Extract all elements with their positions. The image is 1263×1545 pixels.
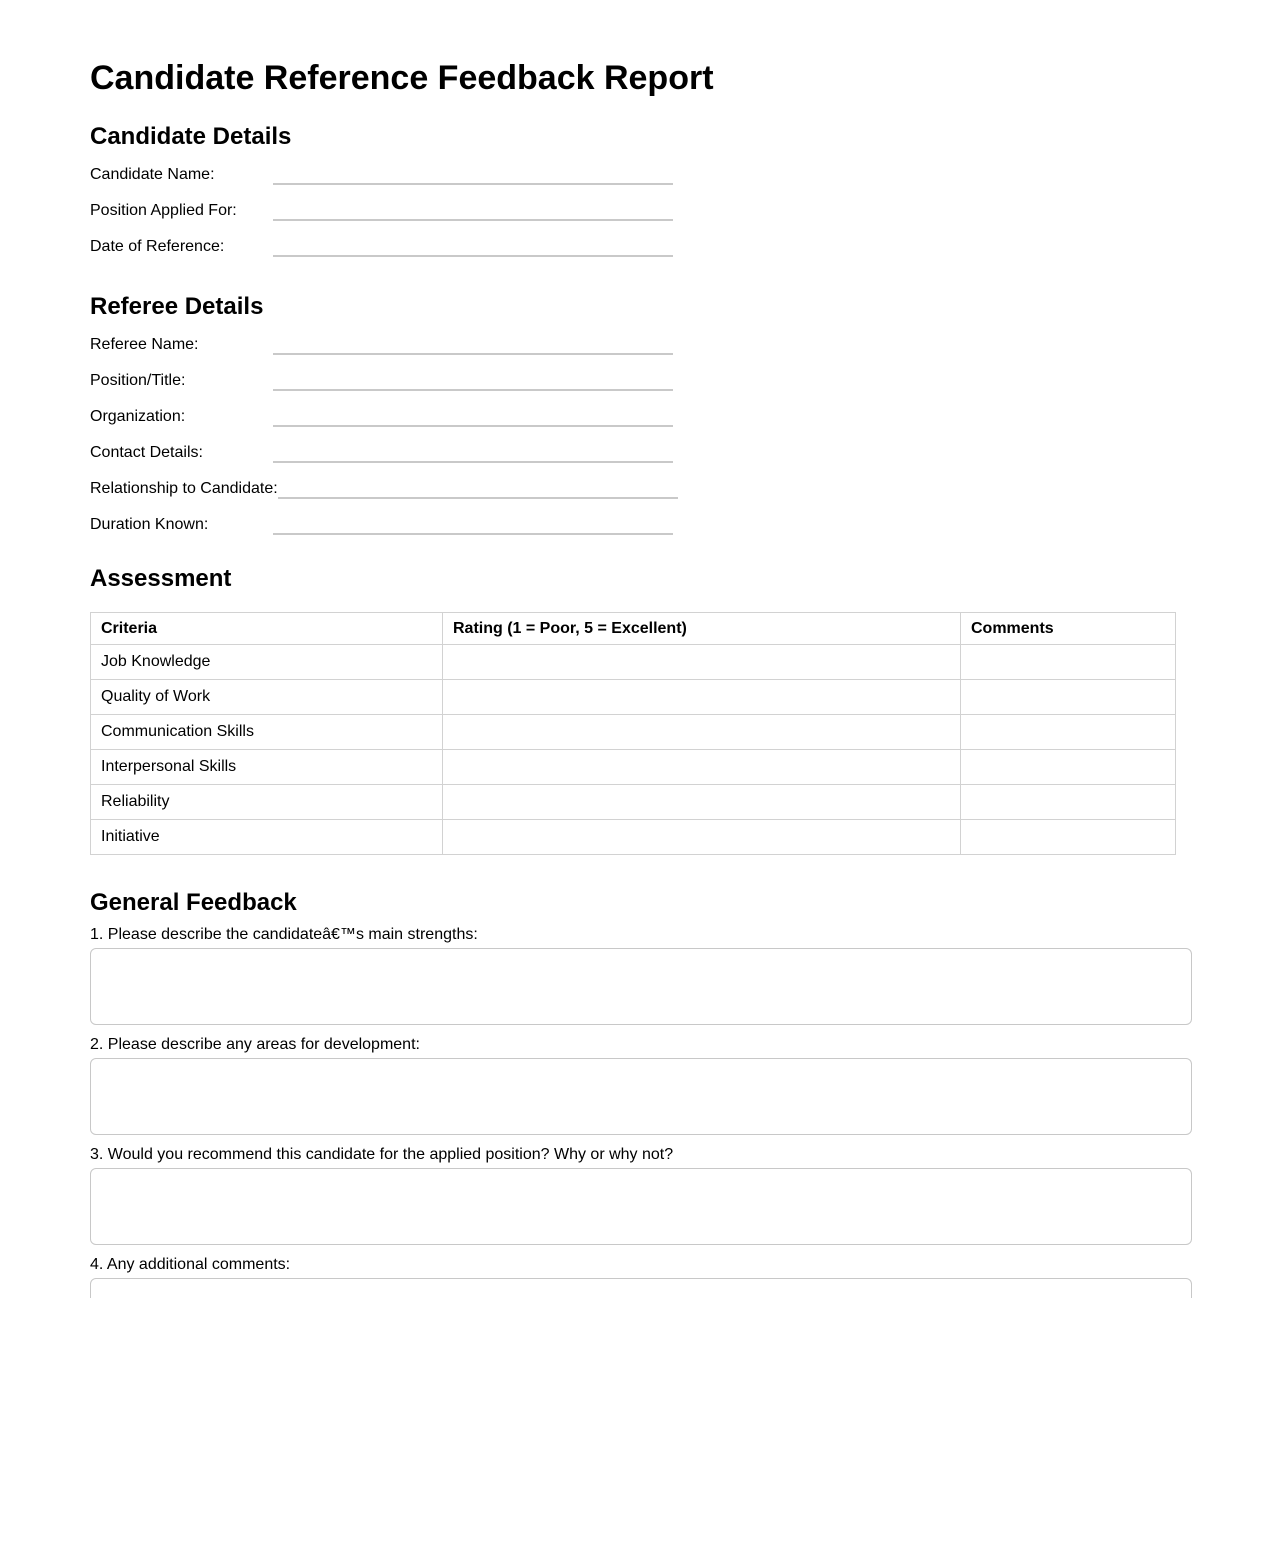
question-2-label: 2. Please describe any areas for development: — [90, 1036, 420, 1053]
comments-cell[interactable] — [961, 820, 1176, 855]
candidate-details-fields — [90, 149, 1192, 257]
question-4-textarea[interactable] — [90, 1278, 1192, 1298]
field-row-duration-known — [90, 499, 1192, 535]
relationship-to-candidate-label: Relationship to Candidate: — [90, 480, 278, 497]
organization-label: Organization: — [90, 408, 186, 425]
question-block-development-areas — [90, 1036, 1192, 1135]
rating-cell[interactable] — [443, 645, 961, 680]
comments-cell[interactable] — [961, 645, 1176, 680]
table-row-communication-skills — [91, 715, 1176, 750]
assessment-header-row — [91, 613, 1176, 645]
criteria-cell: Job Knowledge — [91, 645, 443, 680]
question-3-label: 3. Would you recommend this candidate for the applied position? Why or why not? — [90, 1146, 674, 1163]
question-1-textarea[interactable] — [90, 948, 1192, 1025]
question-4-label: 4. Any additional comments: — [90, 1256, 291, 1273]
criteria-cell: Interpersonal Skills — [91, 750, 443, 785]
comments-cell[interactable] — [961, 785, 1176, 820]
assessment-table — [90, 612, 1176, 855]
contact-details-input[interactable] — [273, 441, 673, 463]
rating-cell[interactable] — [443, 750, 961, 785]
position-applied-for-label: Position Applied For: — [90, 202, 237, 219]
criteria-cell: Quality of Work — [91, 680, 443, 715]
criteria-cell: Reliability — [91, 785, 443, 820]
comments-cell[interactable] — [961, 680, 1176, 715]
column-header-rating: Rating (1 = Poor, 5 = Excellent) — [443, 613, 961, 645]
referee-details-heading: Referee Details — [90, 293, 264, 320]
organization-input[interactable] — [273, 405, 673, 427]
referee-name-input[interactable] — [273, 333, 673, 355]
table-row-quality-of-work — [91, 680, 1176, 715]
rating-cell[interactable] — [443, 680, 961, 715]
field-row-position-applied-for — [90, 185, 1192, 221]
page-title: Candidate Reference Feedback Report — [90, 59, 714, 97]
contact-details-label: Contact Details: — [90, 444, 203, 461]
general-feedback-heading: General Feedback — [90, 889, 297, 916]
candidate-details-heading: Candidate Details — [90, 123, 292, 150]
field-row-candidate-name — [90, 149, 1192, 185]
field-row-position-title — [90, 355, 1192, 391]
relationship-to-candidate-input[interactable] — [278, 477, 678, 499]
question-block-strengths — [90, 926, 1192, 1025]
position-applied-for-input[interactable] — [273, 199, 673, 221]
position-title-label: Position/Title: — [90, 372, 186, 389]
criteria-cell: Communication Skills — [91, 715, 443, 750]
rating-cell[interactable] — [443, 785, 961, 820]
document-content — [90, 0, 1192, 1298]
comments-cell[interactable] — [961, 750, 1176, 785]
field-row-referee-name — [90, 319, 1192, 355]
date-of-reference-input[interactable] — [273, 235, 673, 257]
field-row-relationship-to-candidate — [90, 463, 1192, 499]
question-2-textarea[interactable] — [90, 1058, 1192, 1135]
position-title-input[interactable] — [273, 369, 673, 391]
table-row-job-knowledge — [91, 645, 1176, 680]
field-row-date-of-reference — [90, 221, 1192, 257]
candidate-name-label: Candidate Name: — [90, 166, 215, 183]
date-of-reference-label: Date of Reference: — [90, 238, 225, 255]
rating-cell[interactable] — [443, 715, 961, 750]
question-block-recommendation — [90, 1146, 1192, 1245]
question-3-textarea[interactable] — [90, 1168, 1192, 1245]
referee-name-label: Referee Name: — [90, 336, 199, 353]
duration-known-label: Duration Known: — [90, 516, 209, 533]
field-row-contact-details — [90, 427, 1192, 463]
column-header-criteria: Criteria — [91, 613, 443, 645]
rating-cell[interactable] — [443, 820, 961, 855]
assessment-heading: Assessment — [90, 565, 232, 592]
candidate-name-input[interactable] — [273, 163, 673, 185]
comments-cell[interactable] — [961, 715, 1176, 750]
column-header-comments: Comments — [961, 613, 1176, 645]
table-row-initiative — [91, 820, 1176, 855]
question-block-additional-comments — [90, 1256, 1192, 1298]
table-row-reliability — [91, 785, 1176, 820]
duration-known-input[interactable] — [273, 513, 673, 535]
criteria-cell: Initiative — [91, 820, 443, 855]
question-1-label: 1. Please describe the candidateâ€™s main strengths: — [90, 926, 478, 943]
table-row-interpersonal-skills — [91, 750, 1176, 785]
field-row-organization — [90, 391, 1192, 427]
referee-details-fields — [90, 319, 1192, 535]
